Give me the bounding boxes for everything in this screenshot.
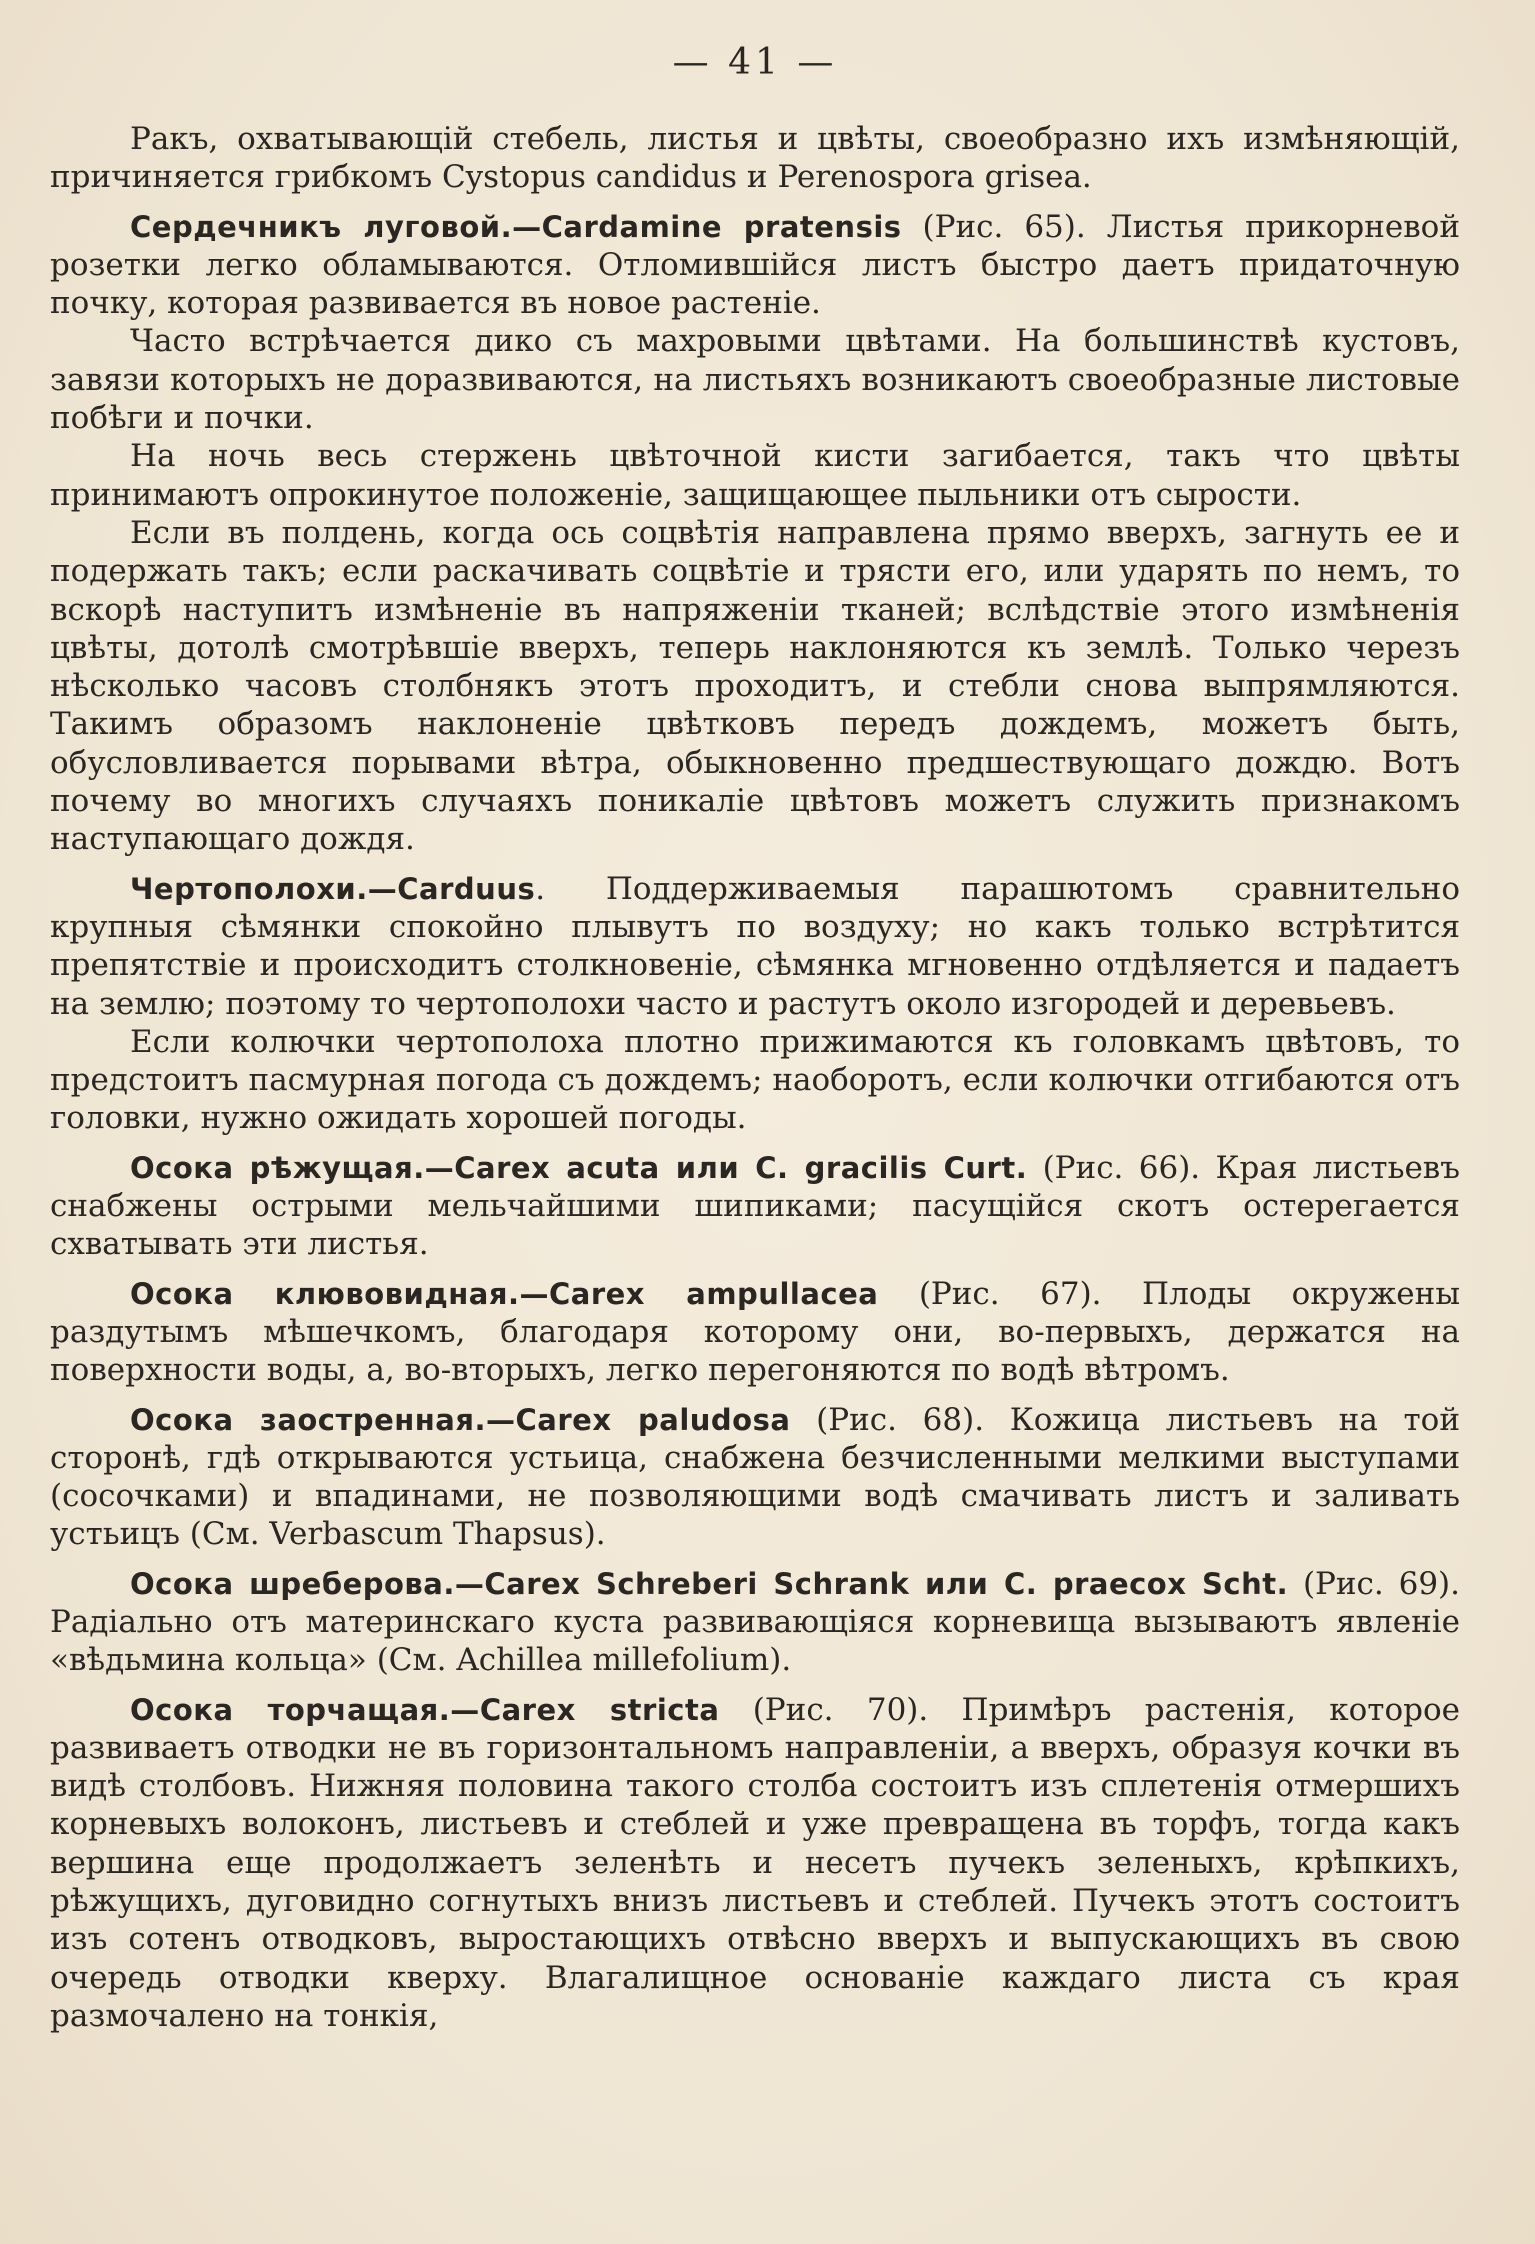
entry-carex-schreberi (50, 1565, 1460, 1680)
entry-carex-stricta (50, 1691, 1460, 2036)
entry-carex-ampullacea-heading: Осока клювовидная.— (130, 1276, 549, 1311)
entry-carex-schreberi-text: (Рис. 69). Радіально отъ материнскаго куста развивающіяся корневища вызываютъ явленіе «вѣдьмина кольца» (См. Achillea millefolium). (50, 1565, 1460, 1679)
entry-carex-stricta-latin: Carex stricta (479, 1692, 720, 1727)
paragraph-7-text: Если колючки чертополоха плотно прижимаются къ головкамъ цвѣтовъ, то предстоитъ пасмурная погода съ дождемъ; наоборотъ, если колючки отгибаются отъ головки, нужно ожидать хорошей погоды. (50, 1023, 1460, 1137)
entry-carex-paludosa-text: (Рис. 68). Кожица листьевъ на той сторонѣ, гдѣ открываются устьица, снабжена безчисленными мелкими выступами (сосочками) и впадинами, не позволяющими водѣ смачивать листъ и заливать устьицъ (См. Verbascum Thapsus). (50, 1401, 1460, 1553)
page-number: — 41 — (672, 42, 838, 83)
entry-cardamine-heading: Сердечникъ луговой.— (130, 209, 542, 244)
paragraph-4 (50, 437, 1460, 514)
entry-carduus (50, 870, 1460, 1023)
entry-carex-ampullacea-text: (Рис. 67). Плоды окружены раздутымъ мѣшечкомъ, благодаря которому они, во-первыхъ, держатся на поверхности воды, а, во-вторыхъ, легко перегоняются по водѣ вѣтромъ. (50, 1275, 1460, 1389)
paragraph-4-text: На ночь весь стержень цвѣточной кисти загибается, такъ что цвѣты принимаютъ опрокинутое положеніе, защищающее пыльники отъ сырости. (50, 438, 1460, 513)
entry-carduus-heading: Чертополохи.— (130, 871, 398, 906)
entry-cardamine-latin: Cardamine pratensis (541, 209, 902, 244)
entry-carex-ampullacea (50, 1275, 1460, 1390)
entry-cardamine (50, 208, 1460, 323)
paragraph-7 (50, 1023, 1460, 1138)
entry-carex-paludosa-latin: Carex paludosa (515, 1402, 791, 1437)
page-body (50, 120, 1460, 2035)
entry-carduus-latin: Carduus (397, 871, 536, 906)
entry-carex-paludosa (50, 1401, 1460, 1554)
entry-carex-acuta-text: (Рис. 66). Края листьевъ снабжены острыми мельчайшими шипиками; пасущійся скотъ остерегается схватывать эти листья. (50, 1149, 1460, 1263)
entry-carex-schreberi-latin: Carex Schreberi Schrank или C. praecox Scht. (484, 1566, 1289, 1601)
entry-carex-ampullacea-latin: Carex ampullacea (548, 1276, 879, 1311)
entry-carex-schreberi-heading: Осока шреберова.— (130, 1566, 485, 1601)
entry-carex-acuta-heading: Осока рѣжущая.— (130, 1150, 455, 1185)
entry-carex-stricta-heading: Осока торчащая.— (130, 1692, 480, 1727)
paragraph-5-text: Если въ полдень, когда ось соцвѣтія направлена прямо вверхъ, загнуть ее и подержать такъ; если раскачивать соцвѣтіе и трясти его, или ударять по немъ, то вскорѣ наступитъ измѣненіе въ напряженіи тканей; вслѣдствіе этого измѣненія цвѣты, дотолѣ смотрѣвшіе вверхъ, теперь наклоняются къ землѣ. Только черезъ нѣсколько часовъ столбнякъ этотъ проходитъ, и стебли снова выпрямляются. Такимъ образомъ наклоненіе цвѣтковъ передъ дождемъ, можетъ быть, обусловливается порывами вѣтра, обыкновенно предшествующаго дождю. Вотъ почему во многихъ случаяхъ поникаліе цвѣтовъ можетъ служить признакомъ наступающаго дождя. (50, 514, 1460, 858)
entry-carduus-text: . Поддерживаемыя парашютомъ сравнительно крупныя сѣмянки спокойно плывутъ по воздуху; но какъ только встрѣтится препятствіе и происходитъ столкновеніе, сѣмянка мгновенно отдѣляется и падаетъ на землю; поэтому то чертополохи часто и растутъ около изгородей и деревьевъ. (50, 870, 1460, 1022)
entry-carex-acuta (50, 1149, 1460, 1264)
entry-carex-acuta-latin: Carex acuta или C. gracilis Curt. (454, 1150, 1028, 1185)
entry-carex-stricta-text: (Рис. 70). Примѣръ растенія, которое развиваетъ отводки не въ горизонтальномъ направленіи, а вверхъ, образуя кочки въ видѣ столбовъ. Нижняя половина такого столба состоитъ изъ сплетенія отмершихъ корневыхъ волоконъ, листьевъ и стеблей и уже превращена въ торфъ, тогда какъ вершина еще продолжаетъ зеленѣть и несетъ пучекъ зеленыхъ, крѣпкихъ, рѣжущихъ, дуговидно согнутыхъ внизъ листьевъ и стеблей. Пучекъ этотъ состоитъ изъ сотенъ отводковъ, выростающихъ отвѣсно вверхъ и выпускающихъ въ свою очередь отводки кверху. Влагалищное основаніе каждаго листа съ края размочалено на тонкія, (50, 1691, 1460, 2034)
paragraph-5 (50, 514, 1460, 859)
paragraph-3 (50, 322, 1460, 437)
paragraph-3-text: Часто встрѣчается дико съ махровыми цвѣтами. На большинствѣ кустовъ, завязи которыхъ не доразвиваются, на листьяхъ возникаютъ своеобразные листовые побѣги и почки. (50, 323, 1460, 437)
paragraph-1 (50, 120, 1460, 197)
paragraph-1-text: Ракъ, охватывающій стебель, листья и цвѣты, своеобразно ихъ измѣняющій, причиняется грибкомъ Cystopus candidus и Perenospora grisea. (50, 121, 1460, 196)
entry-carex-paludosa-heading: Осока заостренная.— (130, 1402, 516, 1437)
entry-cardamine-text: (Рис. 65). Листья прикорневой розетки легко обламываются. Отломившійся листъ быстро даетъ придаточную почку, которая развивается въ новое растеніе. (50, 208, 1460, 322)
